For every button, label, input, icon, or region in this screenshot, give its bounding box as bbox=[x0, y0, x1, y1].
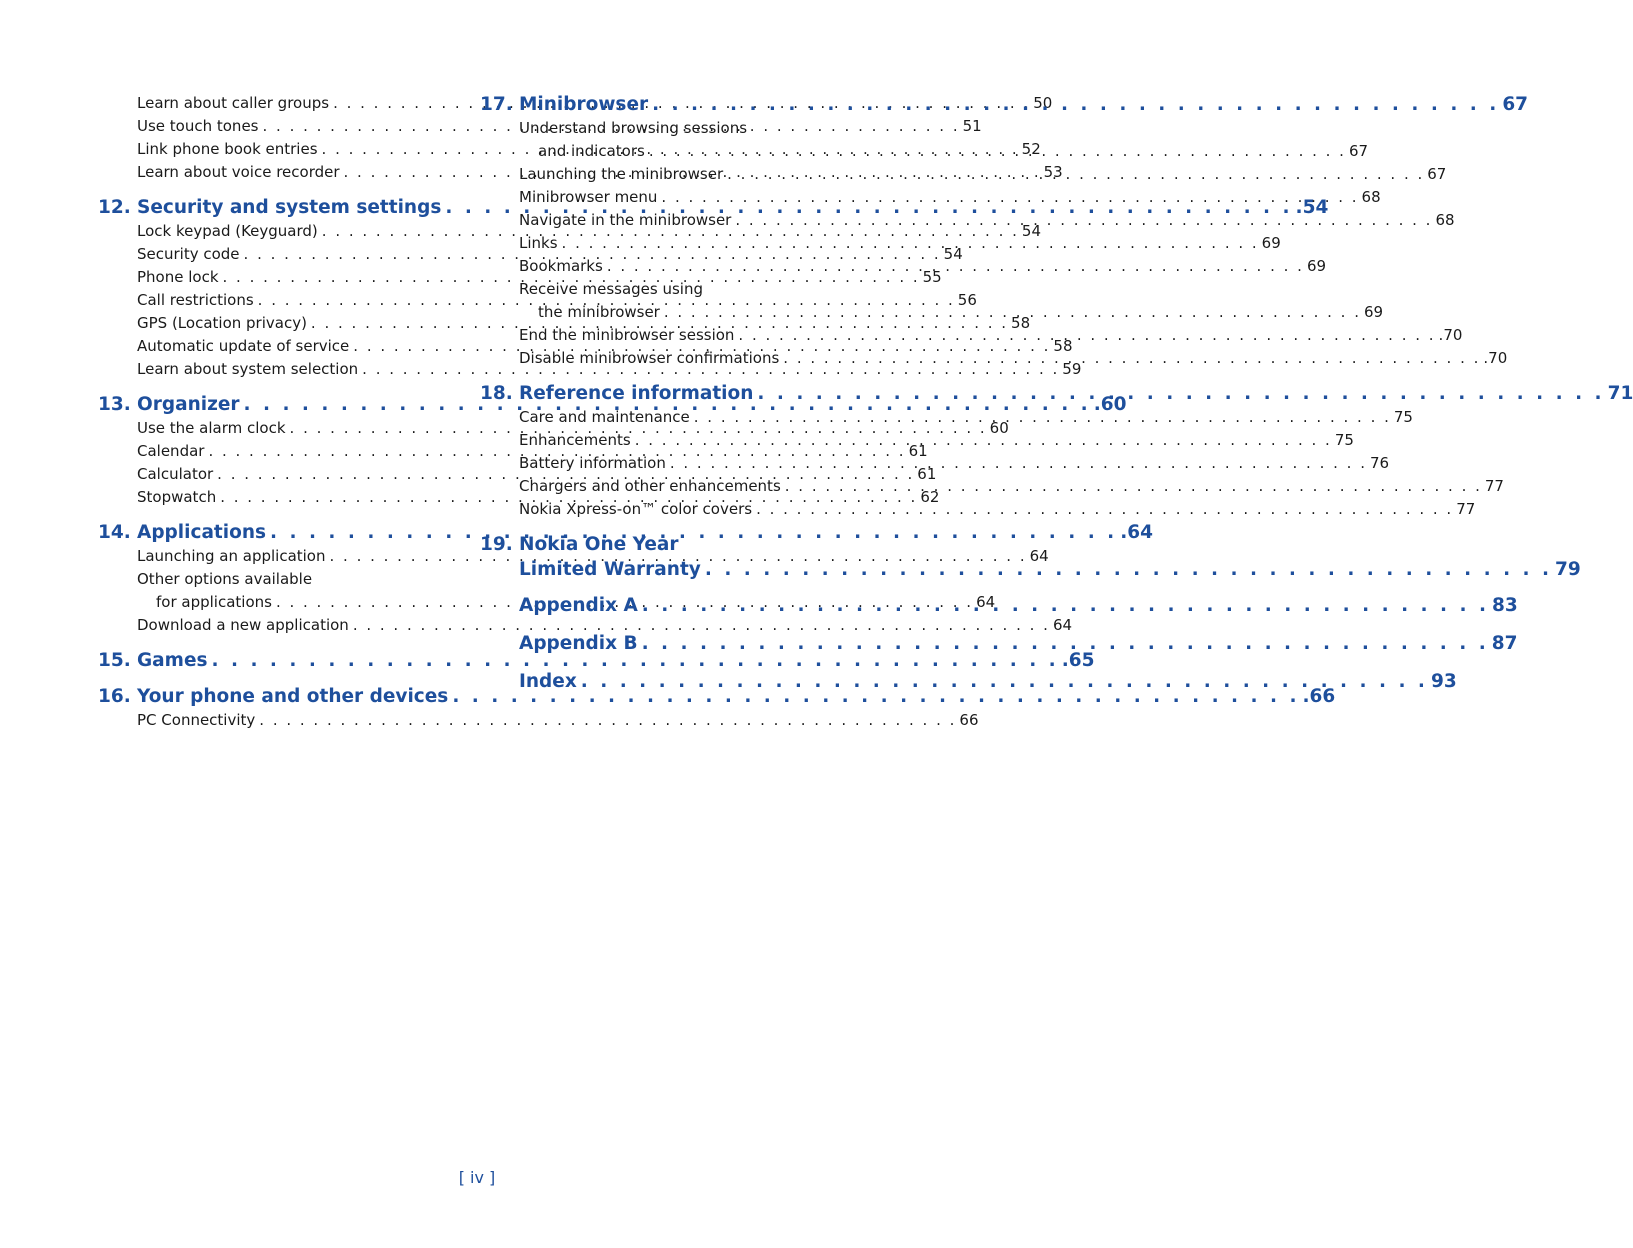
entry-page-number: 67 bbox=[1348, 142, 1369, 160]
entry-label: Enhancements bbox=[519, 431, 631, 449]
entry-page-number: 69 bbox=[1261, 234, 1281, 252]
entry-label: PC Connectivity bbox=[137, 711, 256, 729]
section-number: 18. bbox=[480, 383, 513, 404]
entry-page-number: 77 bbox=[1456, 500, 1476, 518]
entry-page-number: 75 bbox=[1393, 408, 1413, 426]
entry-label: Call restrictions bbox=[137, 291, 254, 309]
dot-leader bbox=[752, 498, 1453, 521]
entry-page-number: 76 bbox=[1369, 454, 1390, 472]
entry-page-number: 60 bbox=[989, 419, 1009, 437]
section-heading-text bbox=[137, 648, 1095, 673]
dot-leader bbox=[558, 232, 1259, 255]
dot-leader bbox=[638, 593, 1489, 618]
entry-label: Learn about voice recorder bbox=[137, 163, 340, 181]
entry-label: Navigate in the minibrowser bbox=[519, 211, 732, 229]
section-page-number: 71 bbox=[1607, 383, 1633, 404]
dot-leader bbox=[723, 163, 1424, 186]
section-page-number: .60 bbox=[1093, 394, 1127, 415]
section-title: Nokia One Year bbox=[519, 534, 679, 555]
section-heading[interactable] bbox=[98, 684, 1336, 709]
section-title: Reference information bbox=[519, 383, 754, 404]
entry-label: Learn about caller groups bbox=[137, 94, 330, 112]
entry-page-number: 56 bbox=[957, 291, 977, 309]
entry-page-number: 62 bbox=[920, 488, 940, 506]
entry-label: Other options available bbox=[137, 570, 313, 588]
dot-leader bbox=[631, 429, 1332, 452]
entry-label: Security code bbox=[137, 245, 240, 263]
dot-leader bbox=[577, 669, 1428, 694]
entry-page-number: 50 bbox=[1033, 94, 1053, 112]
toc-entry[interactable] bbox=[137, 568, 450, 591]
entry-label: for applications bbox=[156, 593, 272, 611]
section-title: Limited Warranty bbox=[519, 559, 701, 580]
dot-leader bbox=[753, 381, 1604, 406]
entry-label: Calculator bbox=[137, 465, 214, 483]
entry-label: Receive messages using bbox=[519, 280, 704, 298]
section-title: Your phone and other devices bbox=[137, 686, 449, 707]
section-page-number: 93 bbox=[1430, 671, 1457, 692]
dot-leader bbox=[666, 452, 1367, 475]
dot-leader bbox=[645, 140, 1346, 163]
dot-leader bbox=[255, 709, 956, 732]
section-number: 12. bbox=[98, 197, 131, 218]
section-page-number: 67 bbox=[1502, 94, 1529, 115]
section-page-number: 87 bbox=[1491, 633, 1518, 654]
entry-page-number: 64 bbox=[1029, 547, 1049, 565]
toc-section bbox=[98, 684, 1336, 732]
entry-label: Calendar bbox=[137, 442, 205, 460]
section-title: Appendix B bbox=[519, 633, 638, 654]
entry-label: Launching the minibrowser bbox=[519, 165, 724, 183]
section-title: Games bbox=[137, 650, 208, 671]
section-heading-text bbox=[519, 631, 1518, 656]
entry-page-number: 55 bbox=[922, 268, 942, 286]
entry-page-number: 77 bbox=[1484, 477, 1504, 495]
entry-page-number: 59 bbox=[1062, 360, 1082, 378]
dot-leader bbox=[648, 92, 1499, 117]
entry-page-number: 64 bbox=[1052, 616, 1073, 634]
section-heading[interactable] bbox=[98, 648, 1095, 673]
entry-page-number: 66 bbox=[959, 711, 979, 729]
entry-label: Chargers and other enhancements bbox=[519, 477, 781, 495]
entry-page-number: 52 bbox=[1021, 140, 1041, 158]
dot-leader bbox=[779, 347, 1480, 370]
entry-label: Learn about system selection bbox=[137, 360, 359, 378]
toc-section bbox=[98, 648, 1095, 673]
entry-label: Battery information bbox=[519, 454, 666, 472]
section-title-line bbox=[519, 532, 831, 557]
toc-entry[interactable] bbox=[519, 278, 831, 301]
toc-entry[interactable] bbox=[137, 545, 1049, 568]
entry-label: Phone lock bbox=[137, 268, 219, 286]
toc-section bbox=[480, 669, 1457, 694]
section-page-number: 79 bbox=[1555, 559, 1581, 580]
toc-entry[interactable] bbox=[519, 117, 831, 140]
dot-leader bbox=[657, 186, 1358, 209]
entry-page-number: .70 bbox=[1438, 326, 1463, 344]
section-title-line bbox=[137, 648, 1095, 673]
section-heading-text bbox=[519, 669, 1457, 694]
entry-page-number: 58 bbox=[1011, 314, 1031, 332]
section-title-line bbox=[137, 684, 1336, 709]
entry-label: End the minibrowser session bbox=[519, 326, 735, 344]
entry-label: Link phone book entries bbox=[137, 140, 318, 158]
entry-label: Use touch tones bbox=[137, 117, 259, 135]
toc-section bbox=[480, 631, 1518, 656]
section-heading-text bbox=[137, 684, 1336, 709]
toc-entry[interactable] bbox=[519, 498, 1476, 521]
entry-page-number: .70 bbox=[1483, 349, 1508, 367]
section-number: 13. bbox=[98, 394, 131, 415]
entry-label: Download a new application bbox=[137, 616, 349, 634]
section-number: 17. bbox=[480, 94, 513, 115]
entry-label: and indicators bbox=[538, 142, 645, 160]
entry-label: Stopwatch bbox=[137, 488, 217, 506]
dot-leader bbox=[731, 209, 1432, 232]
section-title: Minibrowser bbox=[519, 94, 649, 115]
section-title-line bbox=[519, 669, 1457, 694]
page-number: [ iv ] bbox=[458, 1168, 496, 1187]
toc-entry[interactable] bbox=[137, 709, 979, 732]
entry-page-number: 75 bbox=[1334, 431, 1354, 449]
entry-page-number: 69 bbox=[1363, 303, 1384, 321]
section-page-number: .65 bbox=[1061, 650, 1095, 671]
entry-label: Lock keypad (Keyguard) bbox=[137, 222, 318, 240]
section-heading[interactable] bbox=[480, 669, 1457, 694]
entry-label: Nokia Xpress-on™ color covers bbox=[519, 500, 753, 518]
entry-page-number: 61 bbox=[917, 465, 937, 483]
section-heading[interactable] bbox=[480, 631, 1518, 656]
section-number: 16. bbox=[98, 686, 131, 707]
entry-page-number: 61 bbox=[908, 442, 928, 460]
toc-entry[interactable] bbox=[137, 614, 1073, 637]
entry-label: Bookmarks bbox=[519, 257, 603, 275]
section-title: Applications bbox=[137, 522, 267, 543]
entry-page-number: 68 bbox=[1435, 211, 1455, 229]
section-number: 19. bbox=[480, 534, 513, 555]
section-title: Index bbox=[519, 671, 577, 692]
entry-page-number: 51 bbox=[962, 117, 982, 135]
dot-leader bbox=[603, 255, 1304, 278]
section-page-number: .64 bbox=[1120, 522, 1153, 543]
dot-leader bbox=[734, 324, 1435, 347]
section-page-number: .66 bbox=[1302, 686, 1336, 707]
dot-leader bbox=[690, 406, 1391, 429]
section-title: Security and system settings bbox=[137, 197, 442, 218]
entry-page-number: 68 bbox=[1361, 188, 1381, 206]
entry-label: Automatic update of service bbox=[137, 337, 350, 355]
section-number: 14. bbox=[98, 522, 131, 543]
entry-page-number: 69 bbox=[1306, 257, 1327, 275]
entry-page-number: 54 bbox=[1021, 222, 1041, 240]
entry-label: GPS (Location privacy) bbox=[137, 314, 307, 332]
entry-label: Disable minibrowser confirmations bbox=[519, 349, 780, 367]
dot-leader bbox=[781, 475, 1482, 498]
dot-leader bbox=[701, 557, 1552, 582]
entry-label: Use the alarm clock bbox=[137, 419, 286, 437]
entry-label: Minibrowser menu bbox=[519, 188, 658, 206]
entry-page-number: 54 bbox=[943, 245, 963, 263]
entry-label: Launching an application bbox=[137, 547, 326, 565]
entry-label: Links bbox=[519, 234, 558, 252]
entry-label: Understand browsing sessions bbox=[519, 119, 748, 137]
section-title-line bbox=[519, 631, 1518, 656]
section-title: Appendix A bbox=[519, 595, 638, 616]
dot-leader bbox=[638, 631, 1489, 656]
section-page-number: 83 bbox=[1491, 595, 1518, 616]
entry-list bbox=[98, 709, 979, 732]
entry-label: Care and maintenance bbox=[519, 408, 690, 426]
section-title-line bbox=[519, 557, 1581, 582]
dot-leader bbox=[660, 301, 1361, 324]
entry-label: the minibrowser bbox=[538, 303, 660, 321]
entry-page-number: 67 bbox=[1427, 165, 1447, 183]
section-page-number: .54 bbox=[1295, 197, 1329, 218]
section-title: Organizer bbox=[137, 394, 240, 415]
entry-page-number: 58 bbox=[1053, 337, 1073, 355]
entry-page-number: 64 bbox=[976, 593, 996, 611]
section-number: 15. bbox=[98, 650, 131, 671]
entry-page-number: 53 bbox=[1043, 163, 1063, 181]
